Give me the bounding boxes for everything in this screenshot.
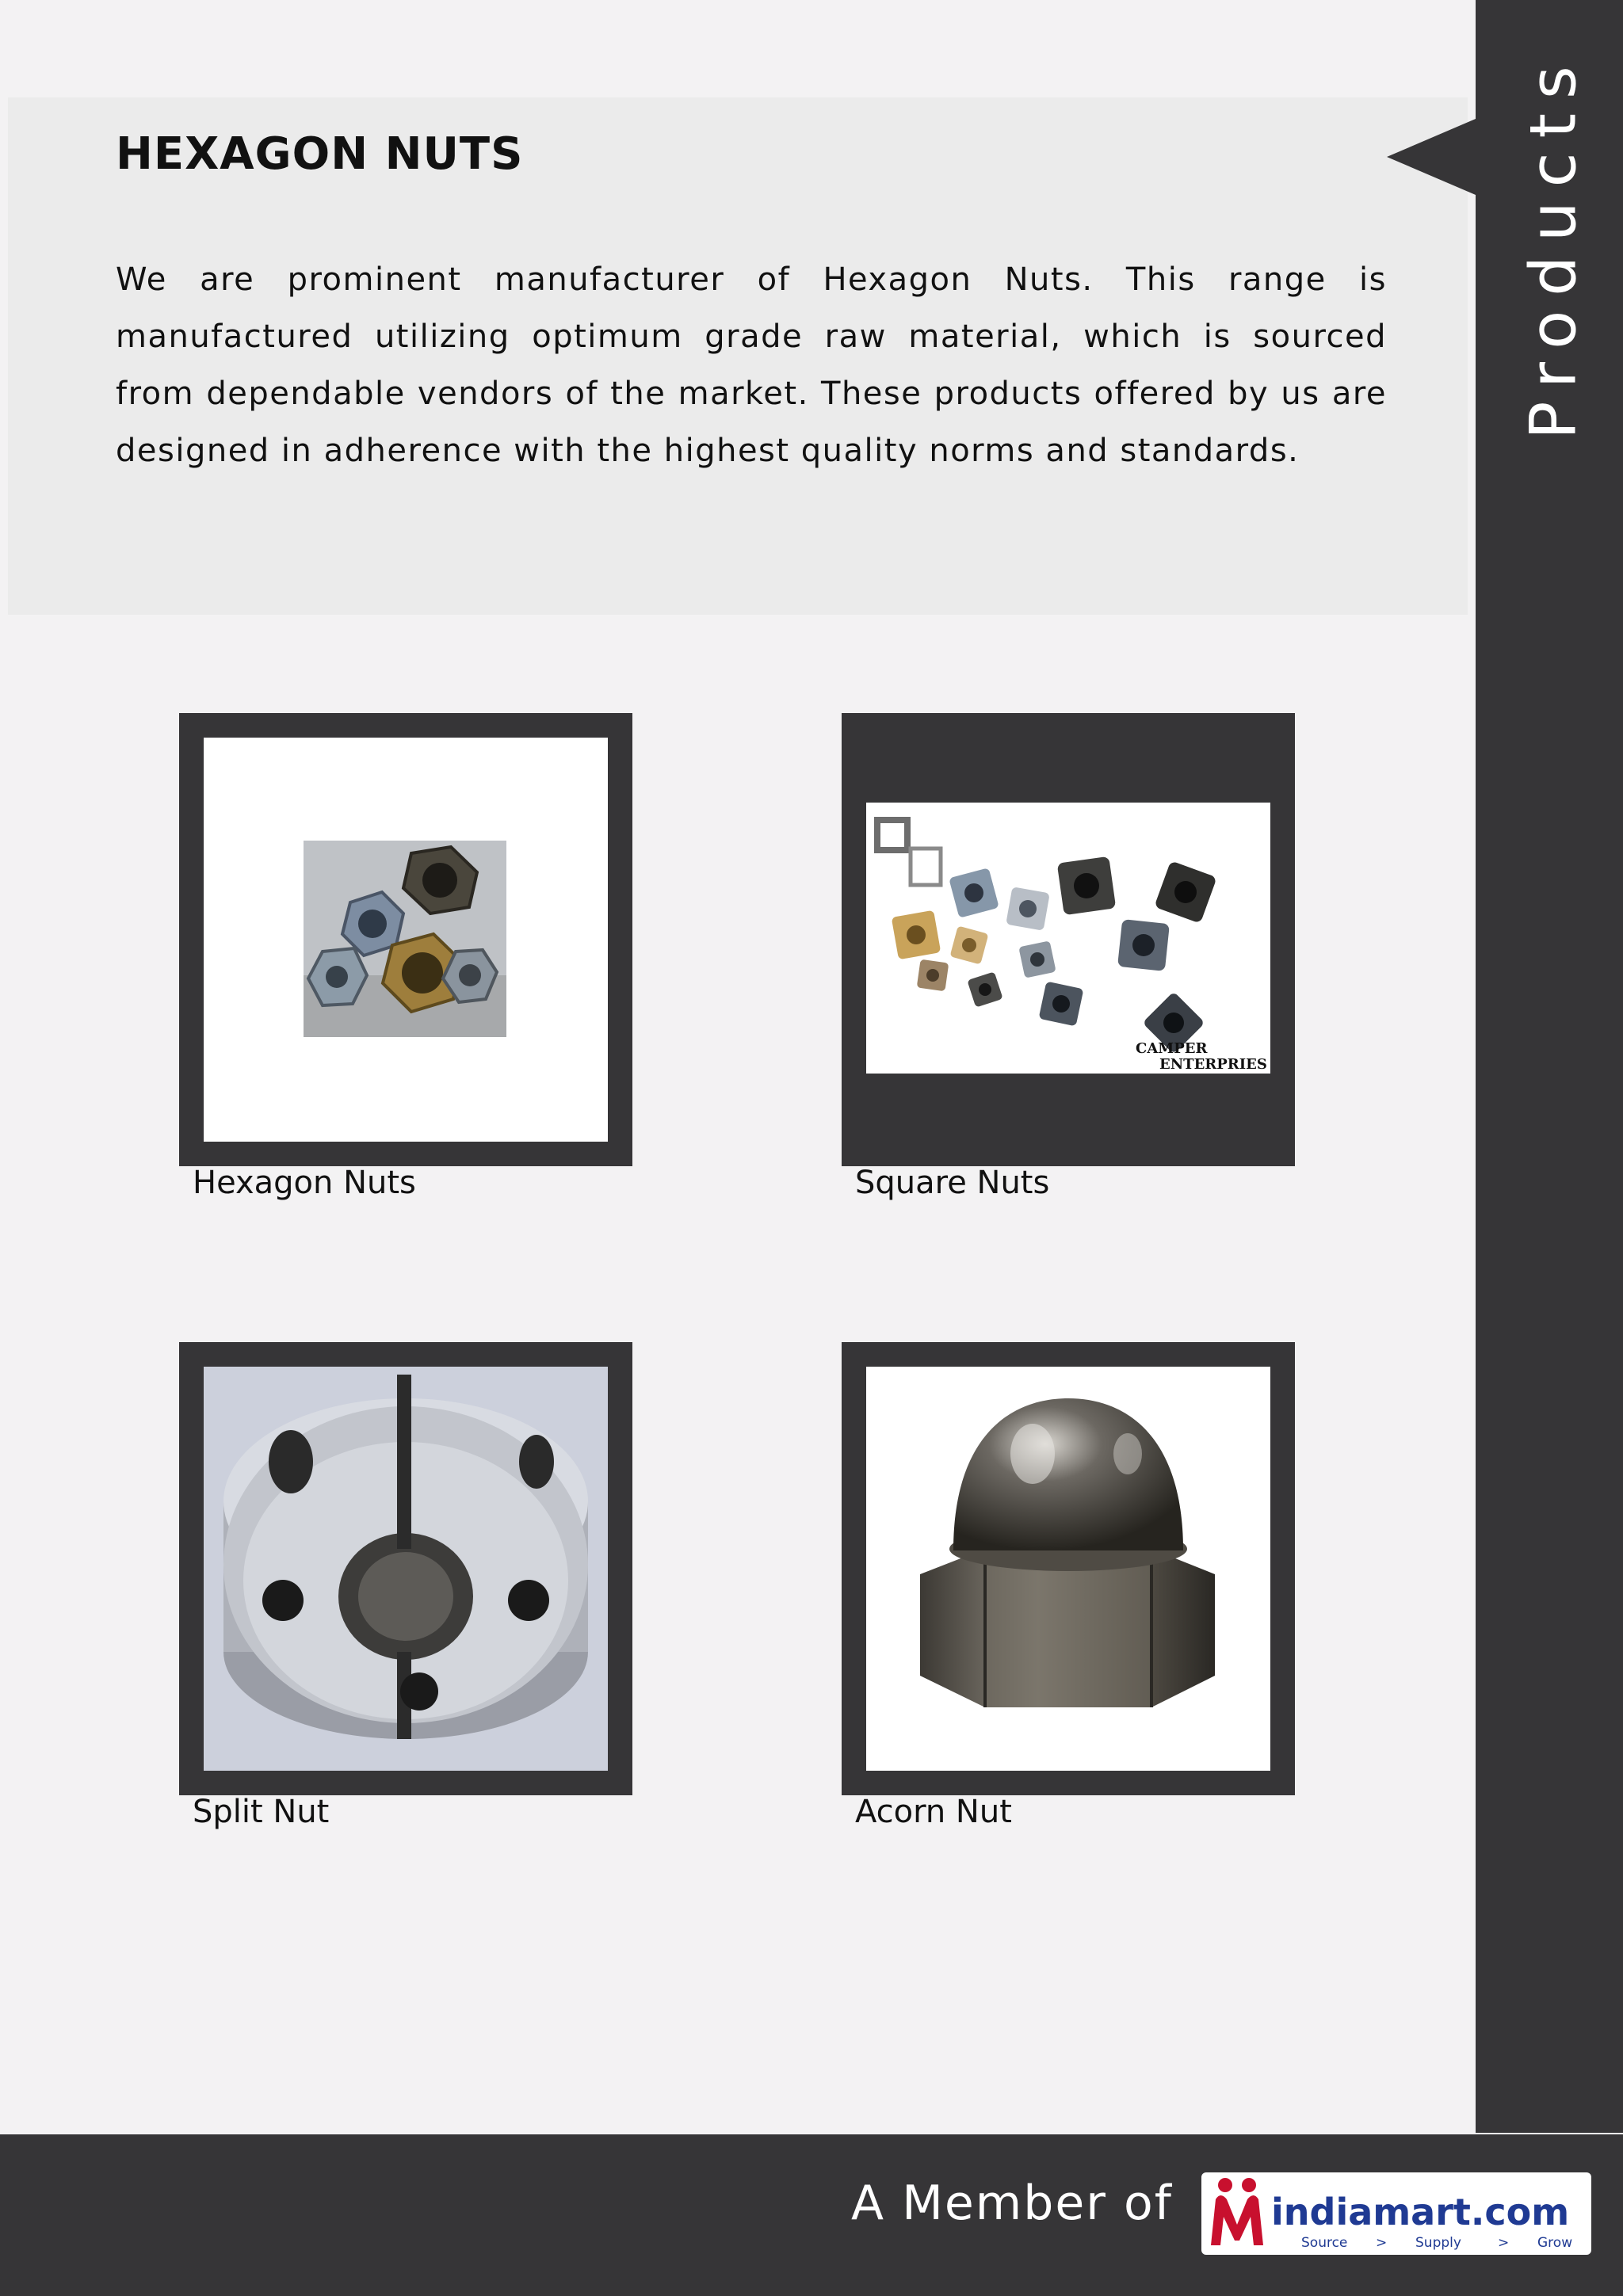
split-nut-photo[interactable] [204, 1367, 608, 1771]
logo-tagline-source: Source [1301, 2235, 1348, 2251]
hexagon-nuts-icon [204, 738, 608, 1142]
section-description: We are prominent manufacturer of Hexagon Nuts. This range is manufactured utilizing optimum grade raw material, which is sourced from dependable vendors of the market. These products offered by us are designed in adherence with the highest quality norms and standards. [116, 261, 1387, 469]
page-title: HEXAGON NUTS [116, 128, 524, 180]
logo-tagline-supply: Supply [1415, 2235, 1461, 2251]
logo-tagline-grow: Grow [1537, 2235, 1573, 2251]
hexagon-nuts-photo[interactable] [204, 738, 608, 1142]
logo-tagline-sep-1: > [1376, 2235, 1388, 2251]
product-caption[interactable]: Split Nut [193, 1794, 330, 1830]
product-caption[interactable]: Hexagon Nuts [193, 1165, 416, 1201]
square-nuts-photo[interactable] [866, 803, 1270, 1074]
sidebar-label: Products [1516, 51, 1591, 440]
logo-brand-text: indiamart.com [1271, 2191, 1570, 2233]
product-caption[interactable]: Square Nuts [855, 1165, 1050, 1201]
watermark-line-2: ENTERPRIES [1159, 1056, 1267, 1073]
logo-tagline-sep-2: > [1498, 2235, 1510, 2251]
acorn-nut-icon [866, 1367, 1270, 1771]
member-text: A Member of [851, 2176, 1173, 2231]
watermark-line-1: CAMPER [1136, 1040, 1208, 1057]
product-caption[interactable]: Acorn Nut [855, 1794, 1012, 1830]
acorn-nut-photo[interactable] [866, 1367, 1270, 1771]
split-nut-icon [204, 1367, 608, 1771]
indiamart-logo[interactable] [1201, 2172, 1591, 2255]
sidebar-pointer [1387, 119, 1476, 195]
square-nuts-icon [866, 803, 1270, 1074]
indiamart-logo-icon [1201, 2172, 1591, 2255]
